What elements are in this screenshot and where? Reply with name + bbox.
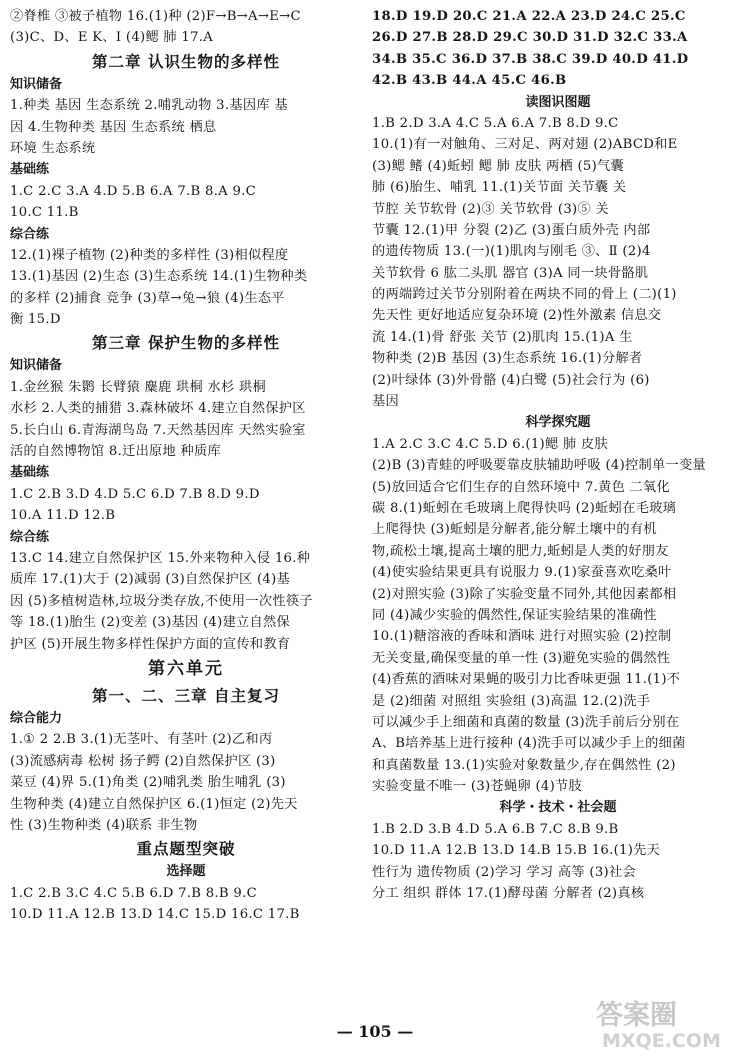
answer-line: ②脊椎 ③被子植物 16.(1)种 (2)F→B→A→E→C [10,9,301,24]
answer-line: 环境 生态系统 [10,140,96,156]
answer-line: 节囊 12.(1)甲 分裂 (2)乙 (3)蛋白质外壳 内部 [372,222,651,238]
answer-line: 10.D 11.A 12.B 13.D 14.B 15.B 16.(1)先天 [372,843,661,859]
section-label: 读图识图题 [525,94,591,110]
answer-line: 关节软骨 6 肱二头肌 器官 (3)A 同一块骨骼肌 [372,265,649,281]
answer-line: 1.A 2.C 3.C 4.C 5.D 6.(1)鳃 肺 皮肤 [372,436,608,452]
answer-line: 生物种类 (4)建立自然保护区 6.(1)恒定 (2)先天 [10,796,298,812]
answer-line: 1.金丝猴 朱鹮 长臂猿 麋鹿 珙桐 水杉 珙桐 [10,379,266,395]
answer-line: 节腔 关节软骨 (2)③ 关节软骨 (3)⑤ 关 [372,201,609,217]
chapter-heading: 重点题型突破 [136,839,236,859]
answer-line: (4)香蕉的酒味对果蝇的吸引力比香味更强 11.(1)不 [372,672,681,688]
answer-line: 13.(1)基因 (2)生态 (3)生态系统 14.(1)生物种类 [10,269,308,285]
answer-line: 12.(1)裸子植物 (2)种类的多样性 (3)相似程度 [10,247,289,263]
answer-line: (5)放回适合它们生存的自然环境中 7.黄色 二氧化 [372,479,671,495]
answer-line: 1.B 2.D 3.A 4.C 5.A 6.A 7.B 8.D 9.C [372,115,619,131]
answer-line: (3)流感病毒 松树 扬子鳄 (2)自然保护区 (3) [10,753,276,769]
answer-line: 10.A 11.D 12.B [10,508,116,524]
answer-line: 性行为 遗传物质 (2)学习 学习 高等 (3)社会 [372,864,636,880]
answer-line: 基因 [372,394,399,410]
answer-line: (4)使实验结果更具有说服力 9.(1)家蚕喜欢吃桑叶 [372,565,672,581]
answer-line: 活的自然博物馆 8.迁出原地 种质库 [10,444,221,460]
answer-line: 26.D 27.B 28.D 29.C 30.D 31.D 32.C 33.A [372,30,688,46]
answer-line: 护区 (5)开展生物多样性保护方面的宣传和教育 [10,636,291,652]
answer-line: 1.C 2.B 3.D 4.D 5.C 6.D 7.B 8.D 9.D [10,486,260,502]
section-label: 综合练 [10,529,50,545]
left-column [10,6,362,925]
section-label: 科学探究题 [525,415,591,431]
answer-line: 物种类 (2)B 基因 (3)生态系统 16.(1)分解者 [372,351,643,367]
answer-line: (2)B (3)青蛙的呼吸要靠皮肤辅助呼吸 (4)控制单一变量 [372,458,706,474]
answer-line: 10.D 11.A 12.B 13.D 14.C 15.D 16.C 17.B [10,907,300,923]
page-number: — 105 — [336,1022,414,1041]
answer-line: 42.B 43.B 44.A 45.C 46.B [372,73,567,89]
chapter-heading: 第三章 保护生物的多样性 [92,333,280,353]
answer-line: 13.C 14.建立自然保护区 15.外来物种入侵 16.种 [10,550,311,566]
section-label: 基础练 [10,162,50,178]
answer-line: A、B培养基上进行接种 (4)洗手可以减少手上的细菌 [372,736,686,752]
watermark-logo [592,994,742,1052]
answer-line: 的遗传物质 13.(一)(1)肌肉与刚毛 ③、Ⅱ (2)4 [372,244,651,260]
section-label: 科学・技术・社会题 [499,800,617,816]
answer-line: 上爬得快 (3)蚯蚓是分解者,能分解土壤中的有机 [372,522,657,538]
answer-line: 物,疏松土壤,提高土壤的肥力,蚯蚓是人类的好朋友 [372,543,669,559]
chapter-heading: 第二章 认识生物的多样性 [92,51,280,71]
answer-line: (2)叶绿体 (3)外骨骼 (4)白鹭 (5)社会行为 (6) [372,372,650,388]
chapter-heading: 第一、二、三章 自主复习 [92,685,280,705]
answer-line: 因 4.生物种类 基因 生态系统 栖息 [10,119,217,135]
answer-line: 菜豆 (4)界 5.(1)角类 (2)哺乳类 胎生哺乳 (3) [10,775,286,791]
answer-line: 18.D 19.D 20.C 21.A 22.A 23.D 24.C 25.C [372,9,686,24]
section-label: 知识储备 [10,358,63,374]
section-label: 综合能力 [10,710,63,726]
answer-line: 可以减少手上细菌和真菌的数量 (3)洗手前后分别在 [372,714,680,730]
section-label: 基础练 [10,465,50,481]
answer-line: (3)C、D、E K、I (4)鳃 肺 17.A [10,30,214,46]
answer-line: 1.种类 基因 生态系统 2.哺乳动物 3.基因库 基 [10,98,288,114]
section-label: 综合练 [10,226,50,242]
answer-line: 衡 15.D [10,312,61,328]
answer-line: 1.B 2.D 3.B 4.D 5.A 6.B 7.C 8.B 9.B [372,821,619,837]
answer-line: (3)鳃 鳍 (4)蚯蚓 鳃 肺 皮肤 两栖 (5)气囊 [372,158,625,174]
answer-line: 的多样 (2)捕食 竞争 (3)草→兔→狼 (4)生态平 [10,290,285,306]
answer-line: 10.C 11.B [10,205,79,221]
answer-line: 的两端跨过关节分别附着在两块不同的骨上 (二)(1) [372,287,677,303]
answer-line: 肺 (6)胎生、哺乳 11.(1)关节面 关节囊 关 [372,180,627,196]
answer-line: 10.(1)糖溶液的香味和酒味 进行对照实验 (2)控制 [372,629,672,645]
watermark-title: 答案圈 [596,1000,677,1031]
answer-line: 分工 组织 群体 17.(1)酵母菌 分解者 (2)真核 [372,886,645,902]
answer-line: 性 (3)生物种类 (4)联系 非生物 [10,817,198,833]
answer-line: (2)对照实验 (3)除了实验变量不同外,其他因素都相 [372,586,677,602]
answer-line: 1.C 2.C 3.A 4.D 5.B 6.A 7.B 8.A 9.C [10,183,257,199]
answer-line: 和真菌数量 13.(1)实验对象数量少,存在偶然性 (2) [372,757,676,773]
answer-line: 碳 8.(1)蚯蚓在毛玻璃上爬得快吗 (2)蚯蚓在毛玻璃 [372,500,677,516]
answer-line: 1.① 2 2.B 3.(1)无茎叶、有茎叶 (2)乙和丙 [10,732,273,748]
answer-line: 无关变量,确保变量的单一性 (3)避免实验的偶然性 [372,650,671,666]
answer-line: 等 18.(1)胎生 (2)变差 (3)基因 (4)建立自然保 [10,615,291,631]
answer-line: 1.C 2.B 3.C 4.C 5.B 6.D 7.B 8.B 9.C [10,885,257,901]
answer-line: 质库 17.(1)大于 (2)减弱 (3)自然保护区 (4)基 [10,572,291,588]
answer-line: 同 (4)减少实验的偶然性,保证实验结果的准确性 [372,607,657,623]
section-label: 选择题 [166,864,206,880]
answer-line: 10.(1)有一对触角、三对足、两对翅 (2)ABCD和E [372,137,678,153]
answer-line: 先天性 更好地适应复杂环境 (2)性外激素 信息交 [372,308,662,324]
answer-line: 34.B 35.C 36.D 37.B 38.C 39.D 40.D 41.D [372,51,689,67]
answer-line: 因 (5)多植树造林,垃圾分类存放,不使用一次性筷子 [10,593,313,609]
answer-line: 5.长白山 6.青海湖鸟岛 7.天然基因库 天然实验室 [10,422,306,438]
answer-line: 是 (2)细菌 对照组 实验组 (3)高温 12.(2)洗手 [372,693,651,709]
answer-line: 流 14.(1)骨 舒张 关节 (2)肌肉 15.(1)A 生 [372,329,633,345]
watermark-url: MXQE.COM [602,1030,721,1052]
answer-line: 实验变量不唯一 (3)苍蝇卵 (4)节肢 [372,779,582,795]
unit-title: 第六单元 [148,658,224,679]
answer-line: 水杉 2.人类的捕猎 3.森林破坏 4.建立自然保护区 [10,401,306,417]
section-label: 知识储备 [10,76,63,92]
right-column [372,6,744,904]
